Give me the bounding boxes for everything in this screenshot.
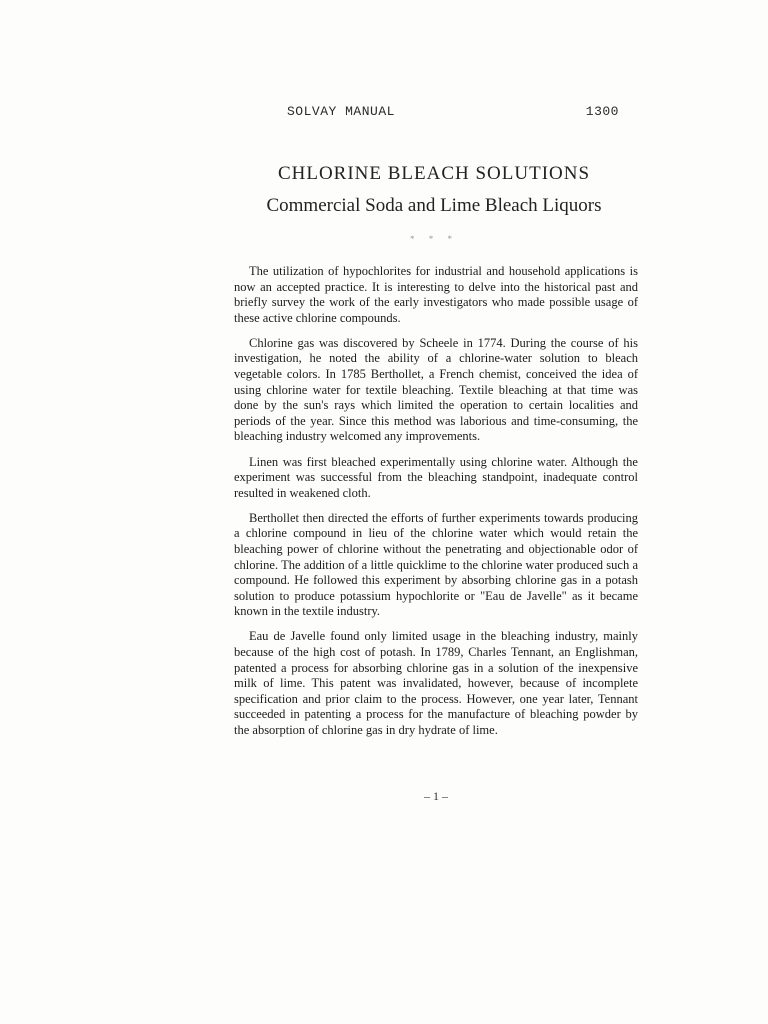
paragraph-5: Eau de Javelle found only limited usage in the bleaching industry, mainly because of the high cost of potash. In 1789, Charles Tennant, an Englishman, patented a process for absorbing chlorine gas in a solution of the inexpensive milk of lime. This patent was invalidated, however, because of incomplete specification and prior claim to the process. However, one year later, Tennant succeeded in patenting a process for the manufacture of bleaching powder by the absorption of chlorine gas in dry hydrate of lime. [234, 629, 638, 738]
paragraph-4: Berthollet then directed the efforts of further experiments towards producing a chlorine compound in lieu of the chlorine water which would retain the bleaching power of chlorine without the penetrating and objectionable odor of chlorine. The addition of a little quicklime to the chlorine water produced such a compound. He followed this experiment by absorbing chlorine gas in a potash solution to produce potassium hypochlorite or "Eau de Javelle" as it became known in the textile industry. [234, 510, 638, 619]
paragraph-1: The utilization of hypochlorites for industrial and household applications is now an accepted practice. It is interesting to delve into the historical past and briefly survey the work of the early investigators who made possible usage of these active chlorine compounds. [234, 264, 638, 325]
document-title: CHLORINE BLEACH SOLUTIONS [277, 163, 591, 184]
running-header [287, 104, 619, 119]
section-ornament: * * * [410, 234, 458, 244]
paragraph-2: Chlorine gas was discovered by Scheele in 1774. During the course of his investigation, he noted the ability of a chlorine-water solution to bleach vegetable colors. In 1785 Berthollet, a French chemist, conceived the idea of using chlorine water for textile bleaching. Textile bleaching at that time was done by the sun's rays which limited the operation to certain localities and periods of the year. Since this method was laborious and time-consuming, the bleaching industry welcomed any improvements. [234, 335, 638, 444]
page-number: – 1 – [424, 789, 448, 803]
document-subtitle: Commercial Soda and Lime Bleach Liquors [266, 195, 602, 216]
header-title: SOLVAY MANUAL [287, 104, 395, 119]
body-text [234, 264, 638, 748]
header-section-number: 1300 [585, 104, 619, 119]
paragraph-3: Linen was first bleached experimentally using chlorine water. Although the experiment was successful from the bleaching standpoint, inadequate control resulted in weakened cloth. [234, 454, 638, 500]
